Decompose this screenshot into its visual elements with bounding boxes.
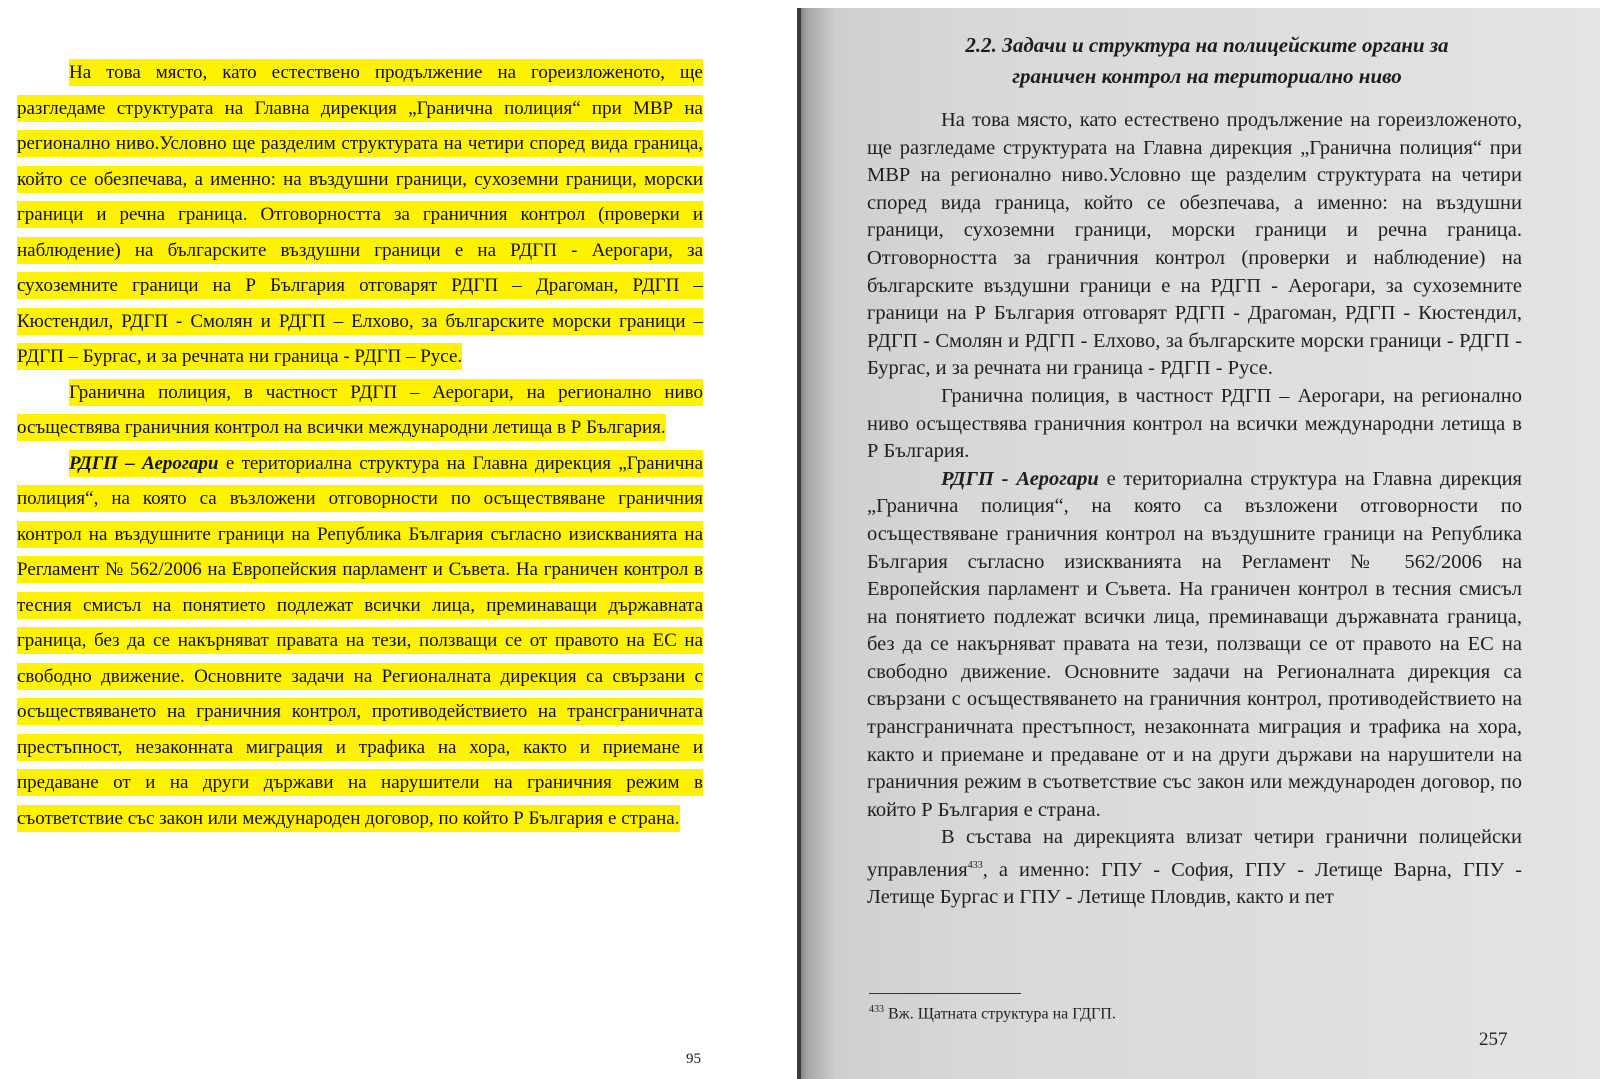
left-paragraph-1	[17, 55, 703, 375]
left-page	[0, 0, 790, 1079]
footnote-divider	[869, 993, 1021, 994]
right-paragraph-4-text-start: В състава на дирекцията влизат четири гранични полицейски управления	[867, 826, 1522, 881]
right-paragraph-4-text-end: , а именно: ГПУ - София, ГПУ - Летище Варна, ГПУ - Летище Бургас и ГПУ - Летище Пловдив, както и пет	[867, 858, 1522, 909]
left-page-number: 95	[686, 1051, 701, 1067]
right-page-number: 257	[1479, 1029, 1508, 1050]
left-paragraph-3-highlight	[17, 450, 703, 832]
left-paragraph-2	[17, 375, 703, 446]
footnote-text: Вж. Щатната структура на ГДГП.	[884, 1005, 1116, 1023]
right-paragraph-3-term: РДГП - Аерогари	[941, 467, 1099, 490]
right-paragraph-1: На това място, като естествено продължение на гореизложеното, ще разгледаме структурата на Главна дирекция „Гранична полиция“ при МВР на регионално ниво.Условно ще разделим структурата на четири според вида граница, който се обезпечава, а именно: на въздушни граници, сухоземни граници, морски граници и речна граница. Отговорността за граничния контрол (проверки и наблюдение) на българските въздушни граници е на РДГП - Аерогари, за сухоземните граници на Р България отговарят РДГП - Драгоман, РДГП - Кюстендил, РДГП - Смолян и РДГП - Елхово, за българските морски граници - РДГП - Бургас, и за речната ни граница - РДГП - Русе.	[867, 109, 1522, 380]
left-paragraph-3-term: РДГП – Аерогари	[69, 452, 219, 474]
left-paragraph-2-text: Гранична полиция, в частност РДГП – Аерогари, на регионално ниво осъществява граничния контрол на всички международни летища в Р България.	[17, 379, 703, 442]
right-paragraph-2: Гранична полиция, в частност РДГП – Аерогари, на регионално ниво осъществява граничния контрол на всички международни летища в Р България.	[867, 384, 1522, 463]
footnote-number: 433	[869, 1004, 884, 1015]
right-paragraph-3	[867, 466, 1522, 825]
right-body-text	[867, 107, 1522, 912]
left-paragraph-3	[17, 446, 703, 837]
right-page	[797, 8, 1600, 1079]
left-body-text	[17, 55, 703, 836]
footnote-reference: 433	[967, 860, 983, 872]
right-paragraph-3-text: е териториална структура на Главна дирекция „Гранична полиция“, на която са възложени отговорности по осъществяване граничния контрол на въздушните граници на Република България съгласно изискванията на Регламент № 562/2006 на Европейския парламент и Съвета. На граничен контрол в тесния смисъл на понятието подлежат всички лица, преминаващи държавната граница, без да се накърняват правата на тези, ползващи се от правото на ЕС на свободно движение. Основните задачи на Регионалната дирекция са свързани с осъществяването на граничния контрол, противодействието на трансграничната престъпност, незаконната миграция и трафика на хора, както и приемане и предаване от и на други държави на нарушители на граничния режим в съответствие със закон или международен договор, по който Р България е страна.	[867, 467, 1522, 821]
section-heading: 2.2. Задачи и структура на полицейските органи за граничен контрол на териториално ниво	[965, 33, 1449, 88]
left-paragraph-3-text: е териториална структура на Главна дирекция „Гранична полиция“, на която са възложени отговорности по осъществяване граничния контрол на въздушните граници на Република България съгласно изискванията на Регламент № 562/2006 на Европейския парламент и Съвета. На граничен контрол в тесния смисъл на понятието подлежат всички лица, преминаващи държавната граница, без да се накърняват правата на тези, ползващи се от правото на ЕС на свободно движение. Основните задачи на Регионалната дирекция са свързани с осъществяването на граничния контрол, противодействието на трансграничната престъпност, незаконната миграция и трафика на хора, както и приемане и предаване от и на други държави на нарушители на граничния режим в съответствие със закон или международен договор, по който Р България е страна.	[17, 452, 704, 829]
footnote	[869, 1004, 1116, 1023]
right-paragraph-4	[867, 824, 1522, 912]
left-paragraph-1-text: На това място, като естествено продължение на гореизложеното, ще разгледаме структурата на Главна дирекция „Гранична полиция“ при МВР на регионално ниво.Условно ще разделим структурата на четири според вида граница, който се обезпечава, а именно: на въздушни граници, сухоземни граници, морски граници и речна граница. Отговорността за граничния контрол (проверки и наблюдение) на българските въздушни граници е на РДГП - Аерогари, за сухоземните граници на Р България отговарят РДГП – Драгоман, РДГП – Кюстендил, РДГП - Смолян и РДГП – Елхово, за българските морски граници – РДГП – Бургас, и за речната ни граница - РДГП – Русе.	[17, 59, 703, 370]
